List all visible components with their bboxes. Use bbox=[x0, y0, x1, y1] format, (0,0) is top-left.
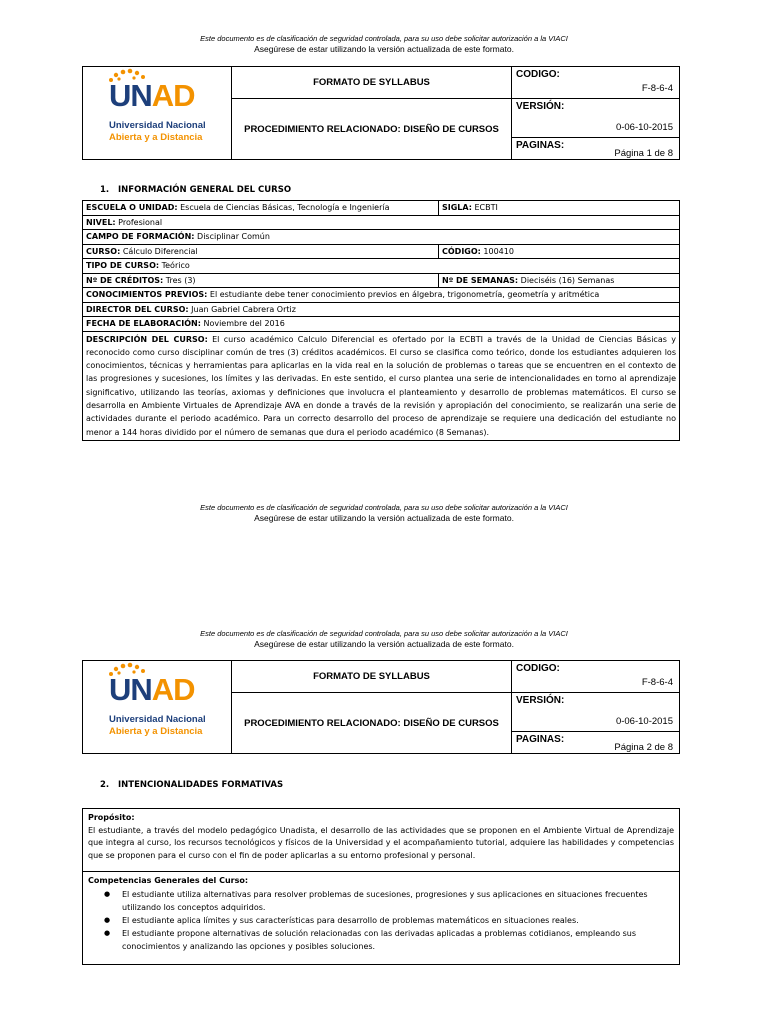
code-label: CODIGO: bbox=[516, 663, 560, 674]
code-label: CODIGO: bbox=[516, 69, 560, 80]
version-value: 0-06-10-2015 bbox=[615, 716, 673, 727]
proposito-block bbox=[83, 809, 679, 871]
code-cell bbox=[512, 67, 680, 99]
pages-cell bbox=[512, 138, 679, 159]
list-item: ● El estudiante propone alternativas de solución relacionadas con las derivadas aplicadas a problemas cotidianos, empleando sus conocimientos y analizando las opciones y posibles soluciones. bbox=[122, 927, 674, 953]
notice-version: Asegúrese de estar utilizando la versión actualizada de este formato. bbox=[254, 639, 514, 649]
unad-logo bbox=[83, 67, 231, 159]
pages-cell bbox=[512, 732, 679, 753]
competencias-list bbox=[88, 888, 674, 953]
table-row: TIPO DE CURSO: Teórico bbox=[83, 259, 680, 274]
logo-line2: Abierta y a Distancia bbox=[109, 726, 203, 737]
section2-title: 2. INTENCIONALIDADES FORMATIVAS bbox=[100, 780, 284, 790]
notice-version: Asegúrese de estar utilizando la versión actualizada de este formato. bbox=[254, 44, 514, 54]
proposito-label: Propósito: bbox=[88, 813, 135, 822]
table-row: NIVEL: Profesional bbox=[83, 215, 680, 230]
pages-value: Página 2 de 8 bbox=[614, 742, 673, 753]
version-label: VERSIÓN: bbox=[516, 695, 565, 706]
logo-cell bbox=[83, 67, 232, 160]
course-description: DESCRIPCIÓN DEL CURSO: El curso académico Calculo Diferencial es ofertado por la ECBTI a través de la Unidad de Ciencias Básicas y reconocido como curso disciplinar común de tres (3) créditos académicos. El curso se clasifica como teórico, donde los estudiantes adquieren los conocimientos, técnicas y herramientas para aplicarlas en la vida real en la solución de problemas o tareas que se encuentren en el contexto de las progresiones y sucesiones, los límites y las derivadas. En este sentido, el curso plantea una serie de intencionalidades en torno al aprendizaje significativo, utilizando las teorías, axiomas y definiciones que involucra el planteamiento y desarrollo de problemas matemáticos. El curso se desarrolla en Ambiente Virtuales de Aprendizaje AVA en donde a través de la revisión y apropiación del conocimiento, se realizarán una serie de actividades durante el periodo académico. Para un correcto desarrollo del proceso de aprendizaje se requiere una dedicación del estudiante no menor a 144 horas dividido por el número de semanas que dura el periodo académico (8 Semanas). bbox=[83, 331, 680, 440]
table-row: CURSO: Cálculo Diferencial CÓDIGO: 100410 bbox=[83, 244, 680, 259]
syllabus-header bbox=[82, 66, 680, 160]
logo-wordmark: UNAD bbox=[109, 672, 195, 707]
notice-classification: Este documento es de clasificación de seguridad controlada, para su uso debe solicitar autorización a la VIACI bbox=[200, 629, 568, 638]
pages-value: Página 1 de 8 bbox=[614, 148, 673, 159]
logo-line2: Abierta y a Distancia bbox=[109, 132, 203, 143]
logo-cell bbox=[83, 661, 232, 754]
logo-line1: Universidad Nacional bbox=[109, 120, 206, 131]
table-row: Nº DE CRÉDITOS: Tres (3) Nº DE SEMANAS: Dieciséis (16) Semanas bbox=[83, 273, 680, 288]
notice-version: Asegúrese de estar utilizando la versión actualizada de este formato. bbox=[254, 513, 514, 523]
section1-title: 1. INFORMACIÓN GENERAL DEL CURSO bbox=[100, 185, 292, 195]
logo-wordmark: UNAD bbox=[109, 78, 195, 113]
list-item: ● El estudiante aplica límites y sus características para desarrollo de problemas matemáticos en situaciones reales. bbox=[122, 914, 674, 927]
format-title: FORMATO DE SYLLABUS bbox=[232, 661, 512, 693]
table-row: DIRECTOR DEL CURSO: Juan Gabriel Cabrera Ortiz bbox=[83, 302, 680, 317]
pages-label: PAGINAS: bbox=[516, 734, 565, 745]
table-row: FECHA DE ELABORACIÓN: Noviembre del 2016 bbox=[83, 317, 680, 332]
proposito-text: El estudiante, a través del modelo pedagógico Unadista, el desarrollo de las actividades que se proponen en el Ambiente Virtual de Aprendizaje que integra al curso, los recursos tecnológicos y físicos de la Universidad y el acompañamiento tutorial, adquiere las habilidades y competencias que se proponen para el curso con el fin de poder aplicarlas a su entorno profesional y personal. bbox=[88, 825, 674, 860]
code-value: F-8-6-4 bbox=[641, 677, 673, 688]
version-cell bbox=[512, 99, 679, 138]
code-cell bbox=[512, 661, 680, 693]
table-row bbox=[83, 331, 680, 440]
notice-classification: Este documento es de clasificación de seguridad controlada, para su uso debe solicitar autorización a la VIACI bbox=[200, 503, 568, 512]
competencias-label: Competencias Generales del Curso: bbox=[88, 876, 249, 885]
table-row: CAMPO DE FORMACIÓN: Disciplinar Común bbox=[83, 230, 680, 245]
syllabus-header bbox=[82, 660, 680, 754]
unad-logo bbox=[83, 661, 231, 753]
competencias-block bbox=[83, 871, 679, 964]
security-notice bbox=[0, 629, 768, 650]
intencionalidades-box bbox=[82, 808, 680, 965]
format-title: FORMATO DE SYLLABUS bbox=[232, 67, 512, 99]
pages-label: PAGINAS: bbox=[516, 140, 565, 151]
procedure-title: PROCEDIMIENTO RELACIONADO: DISEÑO DE CURSOS bbox=[232, 693, 512, 754]
logo-line1: Universidad Nacional bbox=[109, 714, 206, 725]
table-row: ESCUELA O UNIDAD: Escuela de Ciencias Básicas, Tecnología e Ingeniería SIGLA: ECBTI bbox=[83, 201, 680, 216]
version-cell bbox=[512, 693, 679, 732]
notice-classification: Este documento es de clasificación de seguridad controlada, para su uso debe solicitar autorización a la VIACI bbox=[200, 34, 568, 43]
code-value: F-8-6-4 bbox=[641, 83, 673, 94]
course-info-table bbox=[82, 200, 680, 441]
procedure-title: PROCEDIMIENTO RELACIONADO: DISEÑO DE CURSOS bbox=[232, 99, 512, 160]
security-notice bbox=[0, 34, 768, 55]
list-item: ● El estudiante utiliza alternativas para resolver problemas de sucesiones, progresiones y sus aplicaciones en situaciones frecuentes utilizando los conceptos adquiridos. bbox=[122, 888, 674, 914]
table-row: CONOCIMIENTOS PREVIOS: El estudiante debe tener conocimiento previos en álgebra, trigonometría, geometría y aritmética bbox=[83, 288, 680, 303]
version-value: 0-06-10-2015 bbox=[615, 122, 673, 133]
security-notice bbox=[0, 503, 768, 524]
version-label: VERSIÓN: bbox=[516, 101, 565, 112]
